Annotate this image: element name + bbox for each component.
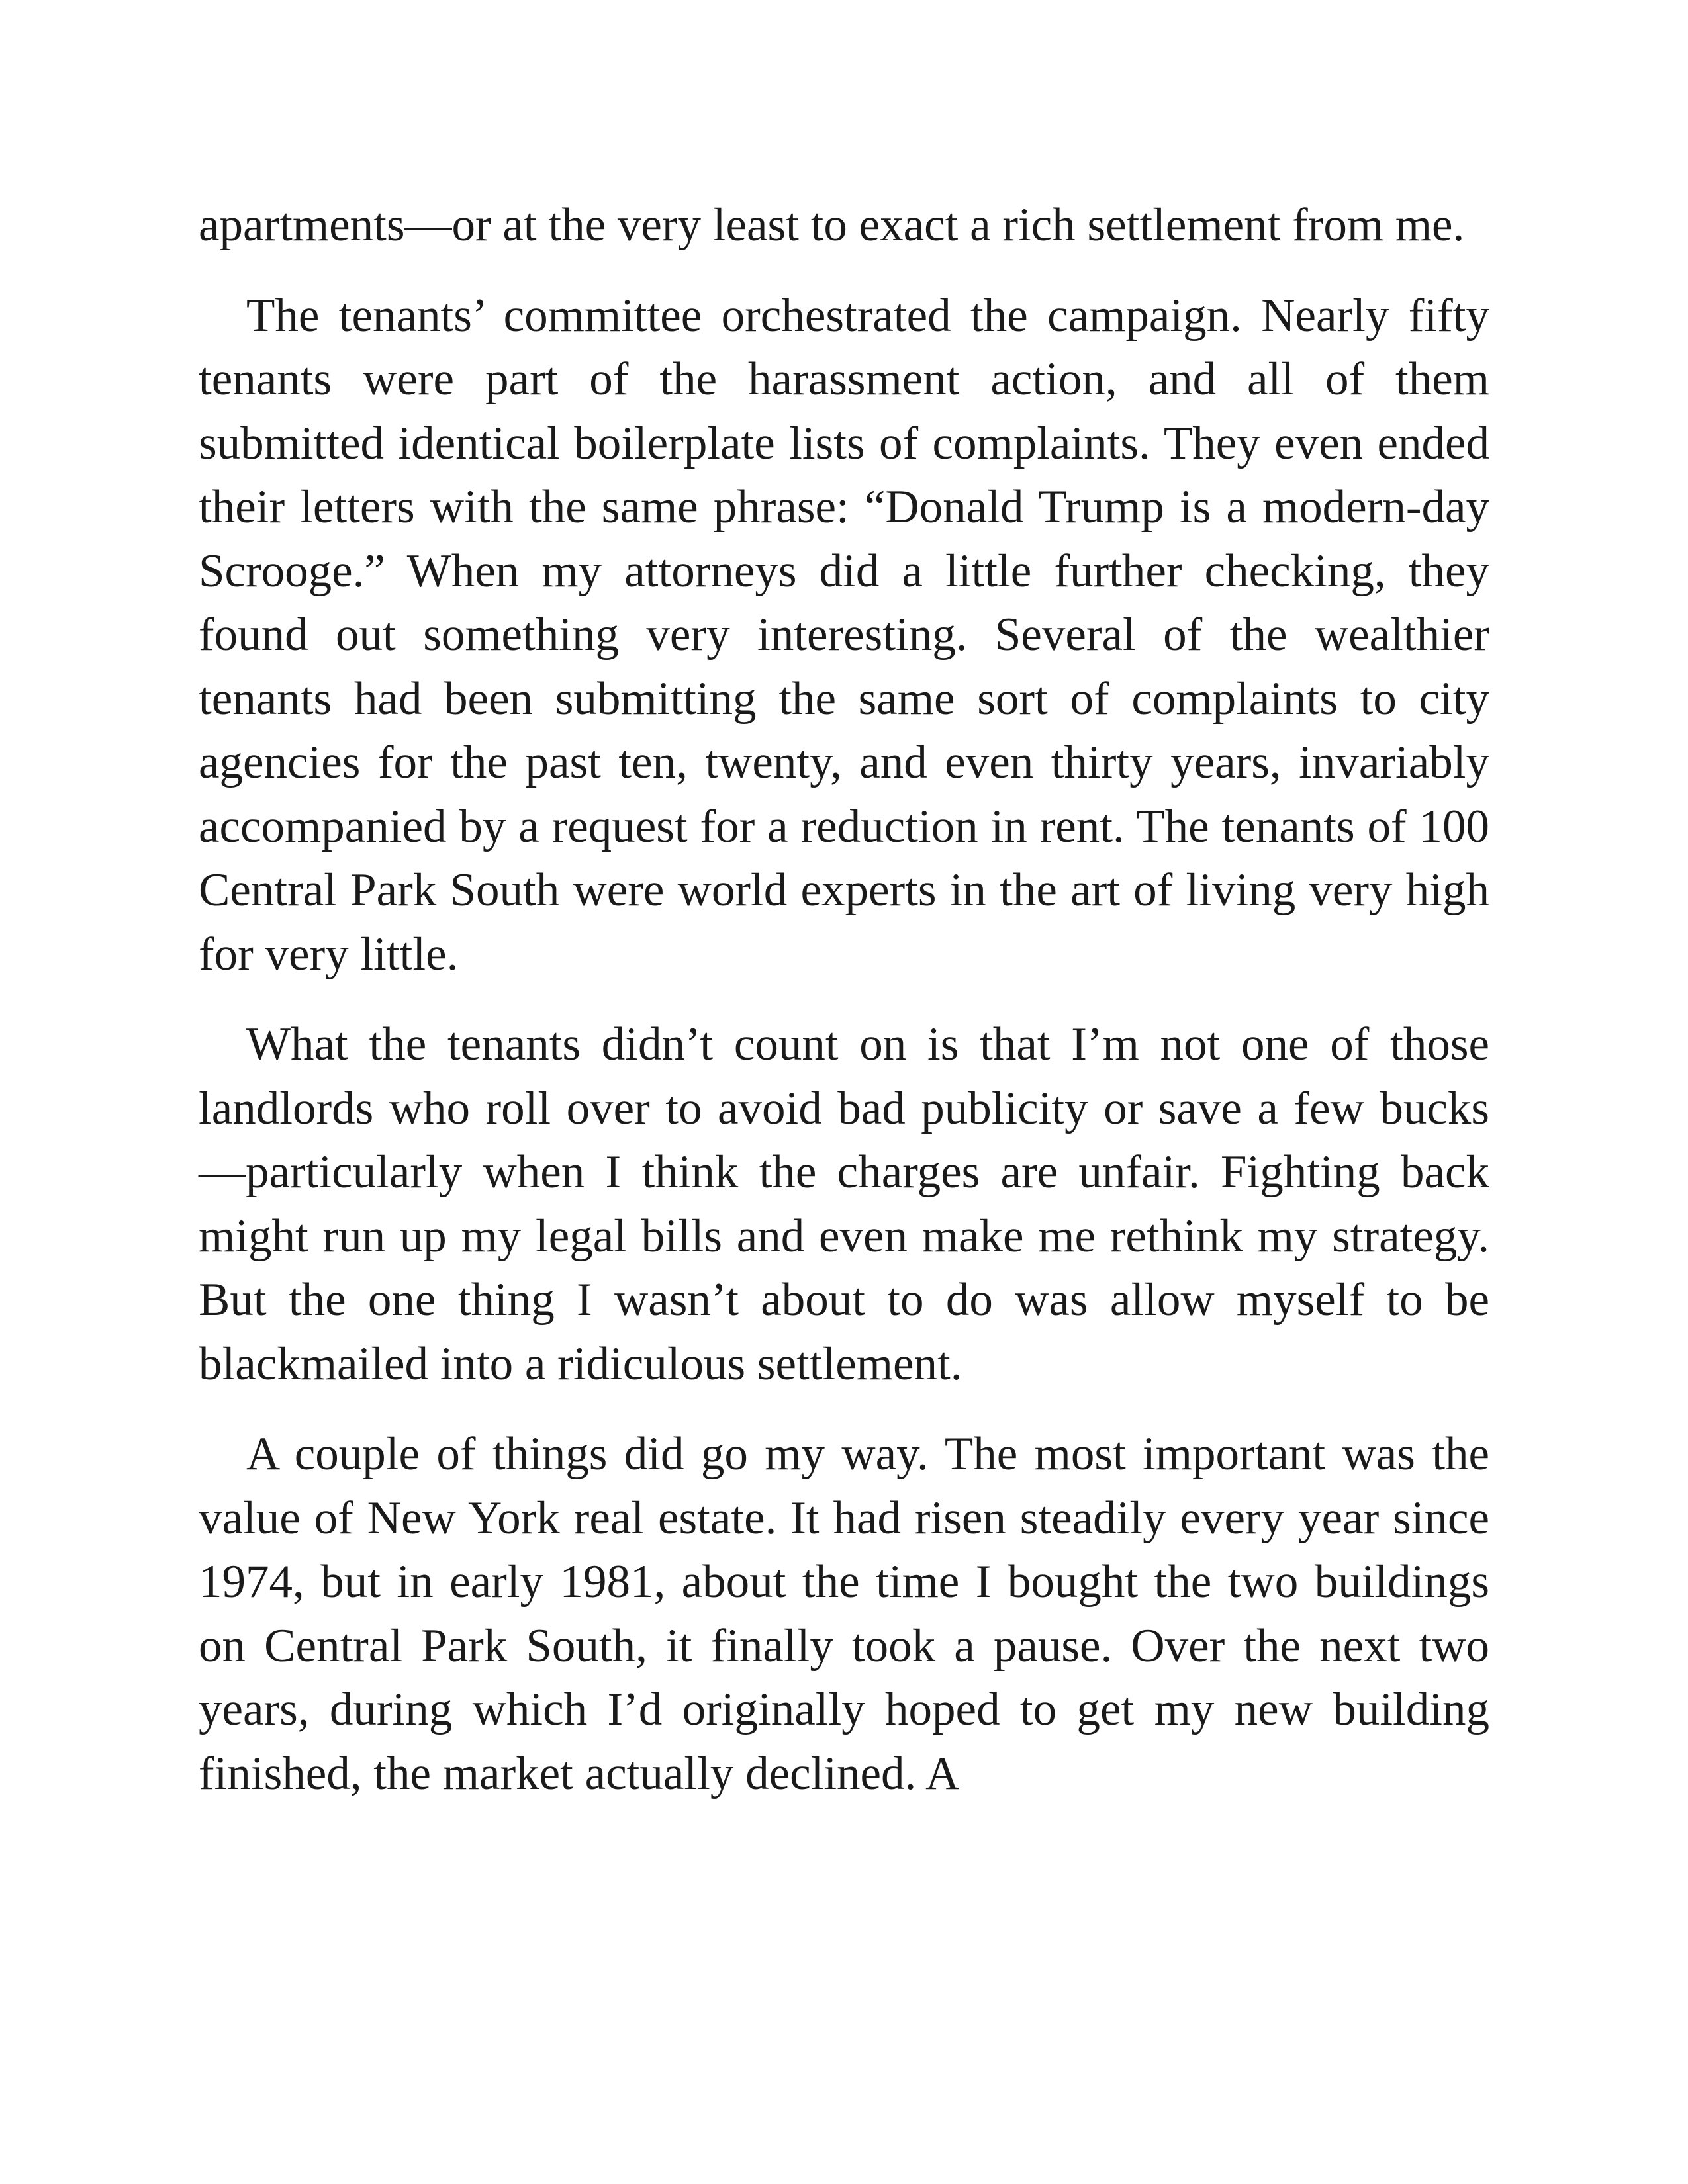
paragraph-continuation: apartments—or at the very least to exact a rich settlement from me.: [199, 199, 1465, 251]
paragraph-real-estate-value: A couple of things did go my way. The most important was the value of New York real estate. It had risen steadily every year since 1974, but in early 1981, about the time I bought the two buildings on Central Park South, it finally took a pause. Over the next two years, during which I’d originally hoped to get my new building finished, the market actually declined. A: [199, 1428, 1489, 1799]
paragraph-landlord-stance: What the tenants didn’t count on is that I’m not one of those landlords who roll over to avoid bad publicity or save a few bucks—particularly when I think the charges are unfair. Fighting back might run up my legal bills and even make me rethink my strategy. But the one thing I wasn’t about to do was allow myself to be blackmailed into a ridiculous settlement.: [199, 1019, 1489, 1390]
paragraph-tenants-committee: The tenants’ committee orchestrated the campaign. Nearly fifty tenants were part of the harassment action, and all of them submitted identical boilerplate lists of complaints. They even ended their letters with the same phrase: “Donald Trump is a modern-day Scrooge.” When my attorneys did a little further checking, they found out something very interesting. Several of the wealthier tenants had been submitting the same sort of complaints to city agencies for the past ten, twenty, and even thirty years, invariably accompanied by a request for a reduction in rent. The tenants of 100 Central Park South were world experts in the art of living very high for very little.: [199, 289, 1489, 980]
document-page: [199, 193, 1489, 1805]
